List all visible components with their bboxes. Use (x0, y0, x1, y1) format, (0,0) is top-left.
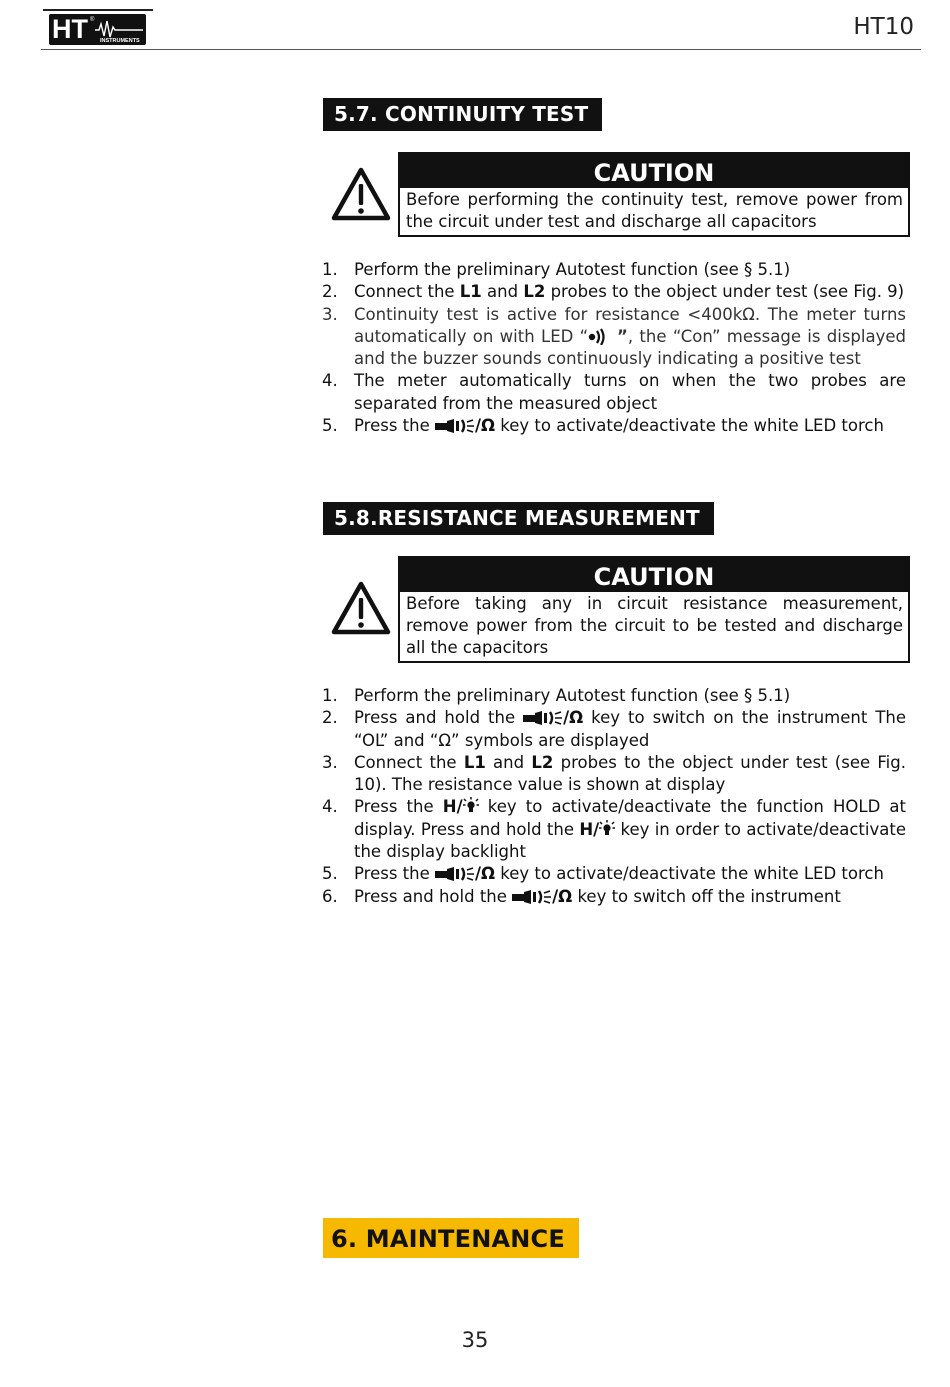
caution-heading: CAUTION (400, 154, 908, 188)
caution-text: Before taking any in circuit resistance measurement, remove power from the circuit to be tested and discharge all the capacitors (406, 594, 903, 657)
list-item: 1. Perform the preliminary Autotest function (see § 5.1) (322, 686, 791, 705)
caution-box-resistance (398, 556, 910, 663)
resistance-steps (322, 685, 906, 908)
list-item: 3. Connect the L1 and L2 probes to the object under test (see Fig. 10). The resistance value is shown at display (322, 752, 906, 795)
buzzer-icon (588, 327, 610, 345)
page-number: 35 (461, 1328, 489, 1352)
header-rule (41, 49, 921, 50)
bulb-icon (599, 820, 615, 838)
list-item: 2. Connect the L1 and L2 probes to the object under test (see Fig. 9) (322, 282, 905, 302)
torch-key-icon (435, 418, 475, 434)
torch-key-icon (512, 889, 552, 905)
list-item: 1. Perform the preliminary Autotest function (see § 5.1) (322, 260, 791, 279)
list-item: 3. Continuity test is active for resistance <400kΩ. The meter turns automatically on with LED “ ”, the “Con” message is displayed and the buzzer sounds continuously indicating a positive test (322, 304, 906, 369)
section-title-maintenance: 6. MAINTENANCE (323, 1218, 579, 1258)
model-name: HT10 (853, 14, 914, 40)
svg-text:®: ® (90, 17, 95, 23)
continuity-steps (322, 259, 906, 437)
caution-box-continuity (398, 152, 910, 237)
list-item: 5. Press the /Ω key to activate/deactivate the white LED torch (322, 864, 884, 884)
section-title-resistance: 5.8.RESISTANCE MEASUREMENT (323, 502, 714, 535)
list-item: 5. Press the /Ω key to activate/deactivate the white LED torch (322, 416, 884, 436)
section-title-continuity: 5.7. CONTINUITY TEST (323, 98, 602, 131)
ht-instruments-logo (43, 9, 153, 47)
torch-key-icon (523, 710, 563, 726)
torch-key-icon (435, 866, 475, 882)
list-item: 2. Press and hold the /Ω key to switch on the instrument The “OL” and “Ω” symbols are displayed (322, 708, 907, 750)
caution-heading: CAUTION (400, 558, 908, 592)
logo-sub: INSTRUMENTS (100, 38, 140, 44)
list-item: 4. The meter automatically turns on when the two probes are separated from the measured object (322, 371, 906, 413)
warning-triangle-icon (330, 166, 392, 222)
bulb-icon (463, 797, 479, 815)
list-item: 4. Press the H/ key to activate/deactivate the function HOLD at display. Press and hold the H/ key in order to activate/deactivate the display backlight (322, 797, 907, 862)
list-item: 6. Press and hold the /Ω key to switch off the instrument (322, 886, 841, 906)
logo-text: HT (52, 14, 88, 44)
caution-text: Before performing the continuity test, remove power from the circuit under test and discharge all capacitors (406, 190, 903, 231)
warning-triangle-icon (330, 580, 392, 636)
